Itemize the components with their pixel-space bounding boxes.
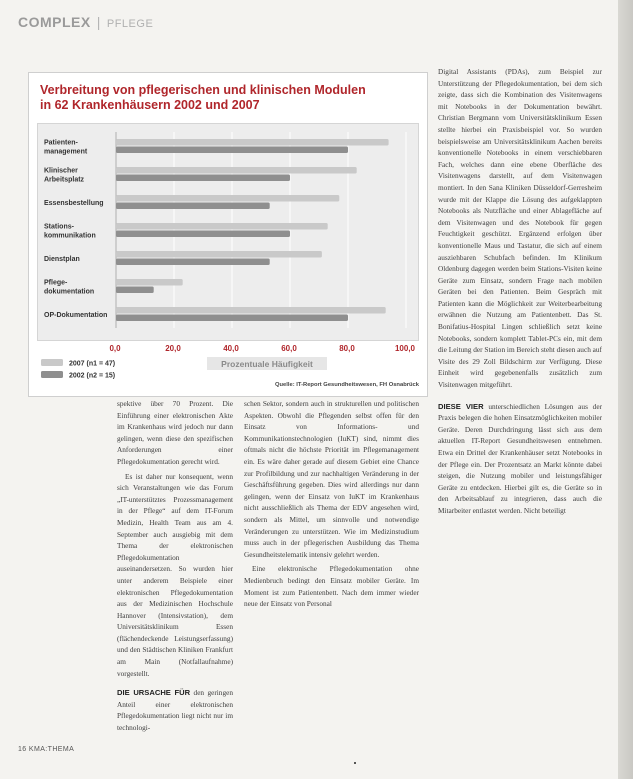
bar <box>116 203 270 210</box>
paragraph <box>117 687 233 733</box>
column-left <box>117 398 233 737</box>
category-label-line: OP-Dokumentation <box>44 312 108 319</box>
x-tick-label: 40,0 <box>223 344 239 353</box>
legend-swatch <box>41 359 63 366</box>
paragraph: schen Sektor, sondern auch in strukturellen und politischen Aspekten. Obwohl die Pflegenden selbst offen für den Einsatz von Informations- und Kommunikationstechnologien (IuKT) sind, nimmt dies oftmals nicht die höchste Priorität im Pflegemanagement ein. Es wäre daher gerade auf diesem Gebiet eine Chance zur Profilbildung und zur nachhaltigen Veränderung in der Geschäftsführung gegeben. Dies wird allerdings nur dann gelingen, wenn der Einsatz von IuKT im Krankenhaus nicht ausschließlich als Thema der EDV angesehen wird, sondern als Mittel, um sinnvolle und notwendige Veränderungen zu unterstützen. Wie im Medizinstudium muss auch in der pflegerischen Ausbildung das Thema Gesundheitstelematik intensiv gelehrt werden. <box>244 399 419 559</box>
category-label <box>44 312 107 319</box>
paragraph: spektive über 70 Prozent. Die Einführung einer elektronischen Akte im Krankenhaus wird jedoch nur dann gelingen, wenn diese den spezifischen Anforderungen einer Pflegedokumentation gerecht wird. <box>117 399 233 466</box>
category-label-line: Arbeitsplatz <box>44 176 85 184</box>
magazine-brand: COMPLEX <box>18 14 91 30</box>
category-label-line: Pflege- <box>44 279 68 287</box>
paragraph: Eine elektronische Pflegedokumentation ohne Medienbruch bedingt den Einsatz mobiler Geräte. Im Moment ist zum Patientenbett. Nach dem immer wieder neue der Einsatz von Personal <box>244 564 419 609</box>
x-tick-label: 100,0 <box>394 344 416 353</box>
bar <box>116 139 389 146</box>
figure-source: Quelle: IT-Report Gesundheitswesen, FH Osnabrück <box>275 382 419 388</box>
bar <box>116 223 328 230</box>
figure-title-line1: Verbreitung von pflegerischen und klinischen Modulen <box>40 83 366 97</box>
header-separator: | <box>96 14 101 30</box>
legend-label: 2007 (n1 = 47) <box>69 360 116 368</box>
paragraph-lead: DIE URSACHE FÜR <box>117 688 191 698</box>
page-header <box>18 14 153 30</box>
paragraph-text: den geringen Anteil einer elektronischen Pflegedokumentation liegt nicht nur im technologi- <box>117 688 233 733</box>
bar <box>116 231 290 238</box>
category-label-line: Dienstplan <box>44 256 80 263</box>
bar <box>116 259 270 266</box>
category-label <box>44 140 88 156</box>
page-edge <box>618 0 633 779</box>
chart-legend-area <box>29 339 427 393</box>
legend-swatch <box>41 371 63 378</box>
x-tick-label: 20,0 <box>165 344 181 353</box>
bar <box>116 315 348 322</box>
category-label <box>44 224 96 240</box>
figure-box <box>28 72 428 397</box>
page-footer: 16 KMA:THEMA <box>18 746 75 753</box>
paragraph-lead: DIESE VIER <box>438 401 484 411</box>
figure-title-line2: in 62 Krankenhäusern 2002 und 2007 <box>40 98 260 112</box>
x-axis-label: Prozentuale Häufigkeit <box>221 359 313 369</box>
bar <box>116 147 348 154</box>
x-tick-label: 60,0 <box>281 344 297 353</box>
category-label-line: Klinischer <box>44 167 78 175</box>
category-label-line: Essensbestellung <box>44 200 104 207</box>
column-middle <box>244 398 419 613</box>
chart-area <box>37 123 419 341</box>
category-label <box>44 168 85 184</box>
category-label-line: kommunikation <box>44 232 96 240</box>
paragraph-text: unterschiedlichen Lösungen aus der Praxis belegen die hohen Einsatzmöglichkeiten mobiler Geräte. Deren Durchdringung lässt sich aus dem aktuellen IT-Report Gesundheitswesen entnehmen. Etwa ein Drittel der Krankenhäuser setzt Notebooks in der Pflege ein. Der Prozentsatz an Markt könnte dabei steigen, die Nutzung mobiler und leistungsfähiger Geräte zu entdecken. Hierbei gilt es, die Geräte so in den Arbeitsablauf zu integrieren, dass auch die Mitarbeiter entlastet werden. Nicht beteiligt <box>438 401 603 515</box>
category-label <box>44 200 104 207</box>
section-label: PFLEGE <box>106 18 154 30</box>
category-label <box>44 280 94 296</box>
x-tick-label: 80,0 <box>339 344 355 353</box>
legend-label: 2002 (n2 = 15) <box>69 372 116 380</box>
paragraph <box>438 401 602 517</box>
bar-chart <box>38 124 418 340</box>
category-label-line: dokumentation <box>44 288 95 296</box>
bar <box>116 195 339 202</box>
category-label-line: Stations- <box>44 223 74 231</box>
category-label-line: management <box>44 148 88 156</box>
bar <box>116 287 154 294</box>
column-right <box>438 66 602 520</box>
bar <box>116 307 386 314</box>
category-label <box>44 256 80 263</box>
bar <box>116 251 322 258</box>
category-label-line: Patienten- <box>44 139 78 147</box>
paragraph: Es ist daher nur konsequent, wenn sich Veranstaltungen wie das Forum „IT-unterstütztes Prozessmanagement in der Pflege“ auf dem IT-Forum Medizin, Health Team aus am 4. September auch ausgiebig mit dem Thema der elektronischen Pflegedokumentation auseinandersetzen. So wurden hier unter anderem Beispiele einer elektronischen Pflegedokumentation aus der Medizinischen Hochschule Hannover (Intensivstation), dem Universitätsklinikum Essen (flächendeckende Leistungserfassung) und den Städtischen Kliniken Frankfurt am Main (Notfallaufnahme) vorgestellt. <box>117 471 233 678</box>
bar <box>116 167 357 174</box>
print-mark <box>354 762 356 764</box>
figure-title <box>40 83 420 113</box>
paragraph: Digital Assistants (PDAs), zum Beispiel zur Unterstützung der Pflegedokumentation, bei dem sich zeigte, dass sich die Kombination des Visitenwagens mit Notebooks in der Dokumentation bewährt. Christian Bergmann vom Universitätsklinikum Essen stellte hierbei ein Praxisbeispiel vor. So wurden beispielsweise am Universitätsklinikum Aachen bereits konventionelle Notebooks in einem verschiebbaren Fach, welches dann eine ebene Oberfläche des Visitenwagens darstellt, auf dem Visitenwagen montiert. In den Sana Kliniken Düsseldorf-Gerresheim wurde mit der Klappe die Lösung des aufgeklappten Notebooks als Nutzfläche und einer Ablagefläche auf dem Visitenwagen und des Notebook für gegen Feuchtigkeit geschützt. Ergänzend erfolgen über konventionelle Maus und Tastatur, die sich auf einem ausziehbaren Schubfach befinden. Im Klinikum Oldenburg dagegen werden beim Stations-Visiten keine Geräte zum Einsatz, sondern Frage nach mobilen Geräten bei den Patienten. Beim Gespräch mit Patienten kann die Möglichkeit zur Weiterbearbeitung erwähnen die Nutzung am Patientenbett. Das St. Bonifatius-Hospital Lingen schließlich setzt keine Notebooks, sondern komplett Tablet-PCs ein, mit dem die Leitung der Station im Bereich steht diesen auch auf Visite des 29 Zoll Bildschirm zur Verfügung. Diese Einheit wird gegebenenfalls zusätzlich zum Visitenwagen mitgeführt. <box>438 67 602 390</box>
bar <box>116 175 290 182</box>
bar <box>116 279 183 286</box>
x-tick-label: 0,0 <box>109 344 121 353</box>
